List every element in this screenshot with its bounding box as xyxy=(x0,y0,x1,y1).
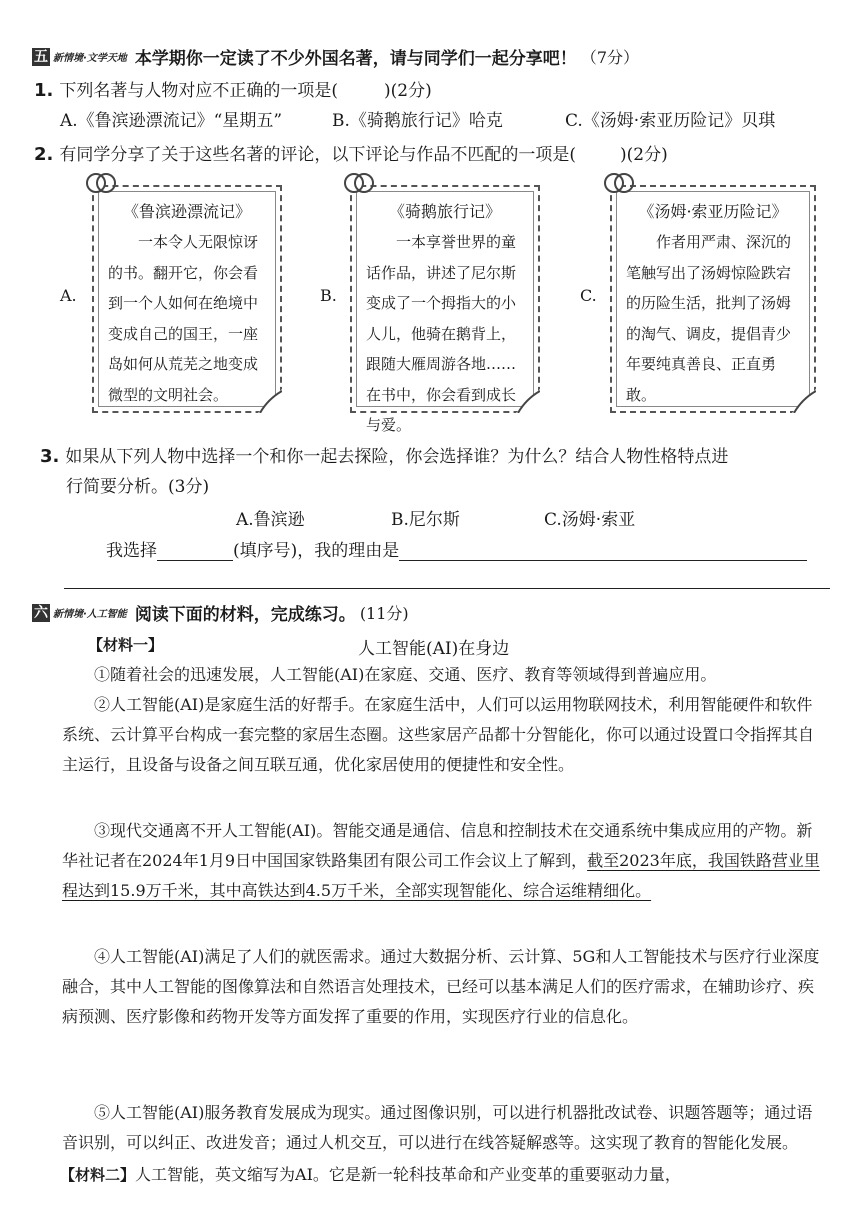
section-score: (11分) xyxy=(359,604,409,623)
question-3-answer xyxy=(106,536,807,561)
section-badge: 六 xyxy=(34,604,48,621)
card-title: 《骑鹅旅行记》 xyxy=(388,202,501,221)
choice-blank[interactable] xyxy=(157,542,233,561)
card-a-letter: A. xyxy=(60,286,77,305)
question-number: 2. xyxy=(34,144,54,165)
card-c-letter: C. xyxy=(580,286,597,305)
question-text: 下列名著与人物对应不正确的一项是( xyxy=(59,81,339,101)
review-card-b xyxy=(350,185,540,434)
question-3-stem-line2: 行简要分析。(3分) xyxy=(66,477,210,497)
card-title: 《鲁滨逊漂流记》 xyxy=(122,202,251,221)
reason-blank-line-2[interactable] xyxy=(64,588,830,589)
material-label: 【材料一】 xyxy=(88,636,164,654)
section-score: （7分） xyxy=(580,48,639,67)
section-tag: 新情境·人工智能 xyxy=(53,609,127,620)
material-label: 【材料二】 xyxy=(60,1166,136,1184)
question-3-stem xyxy=(40,442,728,467)
binder-rings-icon xyxy=(84,171,120,195)
card-body: 一本享誉世界的童话作品，讲述了尼尔斯变成了一个拇指大的小人儿，他骑在鹅背上，跟随大雁周游各地……在书中，你会看到成长与爱。 xyxy=(366,233,517,434)
section-title: 阅读下面的材料，完成练习。 xyxy=(134,605,356,625)
question-number: 3. xyxy=(40,446,60,467)
paragraph-5: ⑤人工智能(AI)服务教育发展成为现实。通过图像识别，可以进行机器批改试卷、识题答题等；通过语音识别，可以纠正、改进发音；通过人机交互，可以进行在线答疑解惑等。这实现了教育的智能化发展。 xyxy=(62,1103,813,1152)
review-card-a xyxy=(92,185,282,413)
paragraph-1: ①随着社会的迅速发展，人工智能(AI)在家庭、交通、医疗、教育等领域得到普遍应用。 xyxy=(94,665,717,684)
question-score: )(2分) xyxy=(384,81,432,101)
underlined-text: 截至2023年底，我国铁路营业里程达到15.9万千米，其中高铁达到4.5万千米，全部实现智能化、综合运维精细化。 xyxy=(62,851,820,900)
section-tag: 新情境·文学天地 xyxy=(53,53,127,64)
question-text: 如果从下列人物中选择一个和你一起去探险，你会选择谁？为什么？结合人物性格特点进 xyxy=(65,447,729,467)
question-1-stem xyxy=(34,76,432,101)
answer-prompt: 我选择 xyxy=(106,541,157,561)
card-title: 《汤姆·索亚历险记》 xyxy=(638,202,788,221)
page-curl-icon xyxy=(516,389,540,413)
paragraph-text: 人工智能，英文缩写为AI。它是新一轮科技革命和产业变革的重要驱动力量， xyxy=(135,1165,681,1184)
question-text: 有同学分享了关于这些名著的评论，以下评论与作品不匹配的一项是( xyxy=(59,145,577,165)
review-card-c xyxy=(610,185,816,413)
card-body: 一本令人无限惊讶的书。翻开它，你会看到一个人如何在绝境中变成自己的国王，一座岛如何从荒芜之地变成微型的文明社会。 xyxy=(108,233,259,404)
question-2-stem xyxy=(34,140,668,165)
option-b: B.《骑鹅旅行记》哈克 xyxy=(332,111,503,131)
option-a: A.鲁滨逊 xyxy=(236,510,305,530)
paragraph-text: ③现代交通离不开人工智能(AI)。智能交通是通信、信息和控制技术在交通系统中集成应用的产物。新华社记者在2024年1月9日中国国家铁路集团有限公司工作会议上了解到， xyxy=(62,821,813,870)
answer-prompt: (填序号)，我的理由是 xyxy=(233,541,400,561)
card-body: 作者用严肃、深沉的笔触写出了汤姆惊险跌宕的历险生活，批判了汤姆的淘气、调皮，提倡青少年要纯真善良、正直勇敢。 xyxy=(626,233,792,404)
page-curl-icon xyxy=(792,389,816,413)
question-score: )(2分) xyxy=(620,145,668,165)
material-2 xyxy=(60,1160,826,1190)
section-5-header xyxy=(32,44,639,69)
paragraph-3 xyxy=(62,816,828,906)
option-c: C.《汤姆·索亚历险记》贝琪 xyxy=(565,111,776,131)
question-number: 1. xyxy=(34,80,54,101)
option-b: B.尼尔斯 xyxy=(391,510,460,530)
section-6-header xyxy=(32,600,409,625)
material-1-header xyxy=(88,634,688,659)
option-c: C.汤姆·索亚 xyxy=(544,510,636,530)
material-title: 人工智能(AI)在身边 xyxy=(358,639,510,659)
section-badge: 五 xyxy=(34,48,48,65)
page-curl-icon xyxy=(258,389,282,413)
section-title: 本学期你一定读了不少外国名著，请与同学们一起分享吧！ xyxy=(134,49,577,69)
binder-rings-icon xyxy=(342,171,378,195)
option-a: A.《鲁滨逊漂流记》“星期五” xyxy=(60,111,283,131)
paragraph-2: ②人工智能(AI)是家庭生活的好帮手。在家庭生活中，人们可以运用物联网技术，利用智能硬件和软件系统、云计算平台构成一套完整的家居生态圈。这些家居产品都十分智能化，你可以通过设置口令指挥其自主运行，且设备与设备之间互联互通，优化家居使用的便捷性和安全性。 xyxy=(62,695,815,774)
binder-rings-icon xyxy=(602,171,638,195)
paragraph-4: ④人工智能(AI)满足了人们的就医需求。通过大数据分析、云计算、5G和人工智能技术与医疗行业深度融合，其中人工智能的图像算法和自然语言处理技术，已经可以基本满足人们的医疗需求，在辅助诊疗、疾病预测、医疗影像和药物开发等方面发挥了重要的作用，实现医疗行业的信息化。 xyxy=(62,947,820,1026)
card-b-letter: B. xyxy=(320,286,337,305)
reason-blank[interactable] xyxy=(399,542,807,561)
